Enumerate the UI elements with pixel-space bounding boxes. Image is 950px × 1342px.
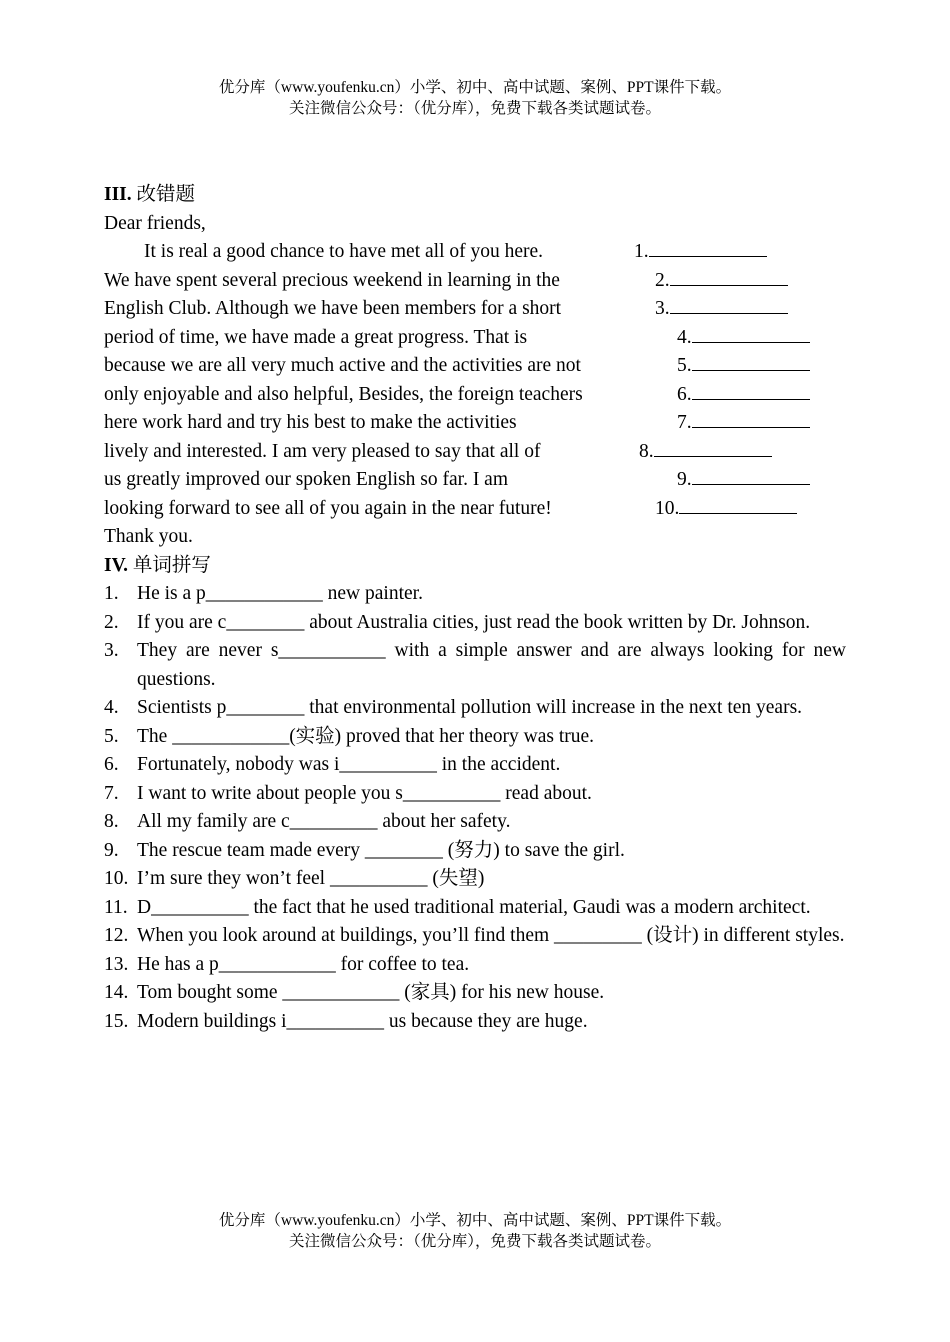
letter-line xyxy=(104,352,846,381)
item-text: He has a p____________ for coffee to tea. xyxy=(137,953,470,975)
item-text: All my family are c_________ about her safety. xyxy=(137,811,511,832)
letter-line xyxy=(104,466,846,495)
section-4-title xyxy=(104,552,846,581)
answer-slot xyxy=(639,438,772,467)
letter-line xyxy=(104,495,846,524)
section-3-label: 改错题 xyxy=(136,184,196,205)
answer-number: 9. xyxy=(677,469,692,490)
letter-line xyxy=(104,438,846,467)
letter-line xyxy=(104,409,846,438)
letter-line xyxy=(104,267,846,296)
spelling-list xyxy=(104,580,846,1036)
list-item xyxy=(104,808,846,837)
letter-line xyxy=(104,381,846,410)
section-4-roman: IV. xyxy=(104,554,129,576)
answer-blank[interactable] xyxy=(654,438,772,457)
answer-slot xyxy=(655,495,797,524)
answer-slot xyxy=(677,352,810,381)
answer-blank[interactable] xyxy=(692,381,810,400)
item-number: 13. xyxy=(104,953,129,975)
answer-blank[interactable] xyxy=(692,352,810,371)
item-text: D__________ the fact that he used traditional material, Gaudi was a modern architect. xyxy=(137,896,811,918)
item-number: 5. xyxy=(104,725,119,747)
item-text: They are never s___________ with a simple answer and are always looking for new questions. xyxy=(137,640,846,690)
answer-number: 7. xyxy=(677,412,692,433)
answer-number: 4. xyxy=(677,326,692,348)
answer-blank[interactable] xyxy=(670,267,788,286)
worksheet-content xyxy=(104,181,846,1036)
list-item xyxy=(104,609,846,638)
answer-slot xyxy=(655,267,788,296)
answer-number: 5. xyxy=(677,355,692,376)
answer-blank[interactable] xyxy=(670,295,788,314)
item-number: 10. xyxy=(104,868,129,889)
item-number: 3. xyxy=(104,640,119,661)
error-correction-letter xyxy=(104,238,846,523)
letter-line-text: looking forward to see all of you again in the near future! xyxy=(104,497,552,519)
letter-line-text: lively and interested. I am very pleased to say that all of xyxy=(104,440,541,462)
footer-line-2: 关注微信公众号：（优分库），免费下载各类试题试卷。 xyxy=(288,1233,661,1250)
list-item xyxy=(104,979,846,1008)
item-number: 8. xyxy=(104,811,119,832)
letter-line xyxy=(104,295,846,324)
section-3-roman: III. xyxy=(104,184,132,205)
answer-blank[interactable] xyxy=(649,238,767,257)
item-number: 12. xyxy=(104,925,129,946)
list-item xyxy=(104,637,846,694)
footer-line-1: 优分库（www.youfenku.cn）小学、初中、高中试题、案例、PPT课件下载。 xyxy=(218,1212,732,1229)
item-number: 11. xyxy=(104,896,128,918)
list-item xyxy=(104,865,846,894)
letter-line xyxy=(104,324,846,353)
item-text: Scientists p________ that environmental pollution will increase in the next ten years. xyxy=(137,697,803,718)
item-number: 7. xyxy=(104,782,119,804)
section-4-label: 单词拼写 xyxy=(132,554,211,576)
section-3-title xyxy=(104,181,846,210)
item-number: 2. xyxy=(104,611,119,633)
letter-greeting: Dear friends, xyxy=(104,212,206,234)
item-text: The ____________(实验) proved that her theory was true. xyxy=(137,725,595,747)
letter-line-text: We have spent several precious weekend in learning in the xyxy=(104,269,560,291)
answer-slot xyxy=(677,466,810,495)
item-text: The rescue team made every ________ (努力) to save the girl. xyxy=(137,839,625,861)
answer-blank[interactable] xyxy=(679,495,797,514)
item-text: Fortunately, nobody was i__________ in the accident. xyxy=(137,754,561,775)
letter-line-text: because we are all very much active and the activities are not xyxy=(104,355,581,376)
answer-blank[interactable] xyxy=(692,324,810,343)
answer-number: 2. xyxy=(655,269,670,291)
answer-slot xyxy=(634,238,767,267)
answer-slot xyxy=(677,409,810,438)
list-item xyxy=(104,1008,846,1037)
item-text: Modern buildings i__________ us because they are huge. xyxy=(137,1010,588,1032)
item-number: 14. xyxy=(104,982,129,1003)
answer-number: 10. xyxy=(655,497,680,519)
item-number: 1. xyxy=(104,583,119,604)
item-text: When you look around at buildings, you’ll find them _________ (设计) in different styles. xyxy=(137,925,845,946)
answer-slot xyxy=(677,381,810,410)
list-item xyxy=(104,951,846,980)
header-line-1: 优分库（www.youfenku.cn）小学、初中、高中试题、案例、PPT课件下载。 xyxy=(218,79,732,96)
answer-slot xyxy=(677,324,810,353)
page-header xyxy=(0,77,950,119)
letter-line-text: English Club. Although we have been members for a short xyxy=(104,298,562,319)
header-line-2: 关注微信公众号：（优分库），免费下载各类试题试卷。 xyxy=(288,100,661,117)
answer-blank[interactable] xyxy=(692,409,810,428)
item-number: 6. xyxy=(104,754,119,775)
item-text: I’m sure they won’t feel __________ (失望) xyxy=(137,868,485,889)
answer-number: 3. xyxy=(655,298,670,319)
item-text: If you are c________ about Australia cities, just read the book written by Dr. Johnson. xyxy=(137,611,811,633)
answer-number: 6. xyxy=(677,383,692,405)
answer-blank[interactable] xyxy=(692,466,810,485)
letter-line-text: here work hard and try his best to make the activities xyxy=(104,412,517,433)
answer-slot xyxy=(655,295,788,324)
item-text: He is a p____________ new painter. xyxy=(137,583,423,604)
letter-line-text: only enjoyable and also helpful, Besides, the foreign teachers xyxy=(104,383,583,405)
item-number: 9. xyxy=(104,839,119,861)
letter-line-text: It is real a good chance to have met all of you here. xyxy=(144,241,544,262)
item-text: I want to write about people you s__________ read about. xyxy=(137,782,592,804)
list-item xyxy=(104,837,846,866)
page-footer xyxy=(0,1210,950,1252)
letter-line-text: period of time, we have made a great progress. That is xyxy=(104,326,528,348)
item-number: 15. xyxy=(104,1010,129,1032)
answer-number: 8. xyxy=(639,440,654,462)
list-item xyxy=(104,751,846,780)
list-item xyxy=(104,894,846,923)
letter-closing: Thank you. xyxy=(104,526,193,547)
item-number: 4. xyxy=(104,697,119,718)
list-item xyxy=(104,694,846,723)
answer-number: 1. xyxy=(634,241,649,262)
list-item xyxy=(104,723,846,752)
item-text: Tom bought some ____________ (家具) for his new house. xyxy=(137,982,605,1003)
letter-line xyxy=(104,238,846,267)
list-item xyxy=(104,922,846,951)
list-item xyxy=(104,780,846,809)
list-item xyxy=(104,580,846,609)
letter-line-text: us greatly improved our spoken English so far. I am xyxy=(104,469,509,490)
